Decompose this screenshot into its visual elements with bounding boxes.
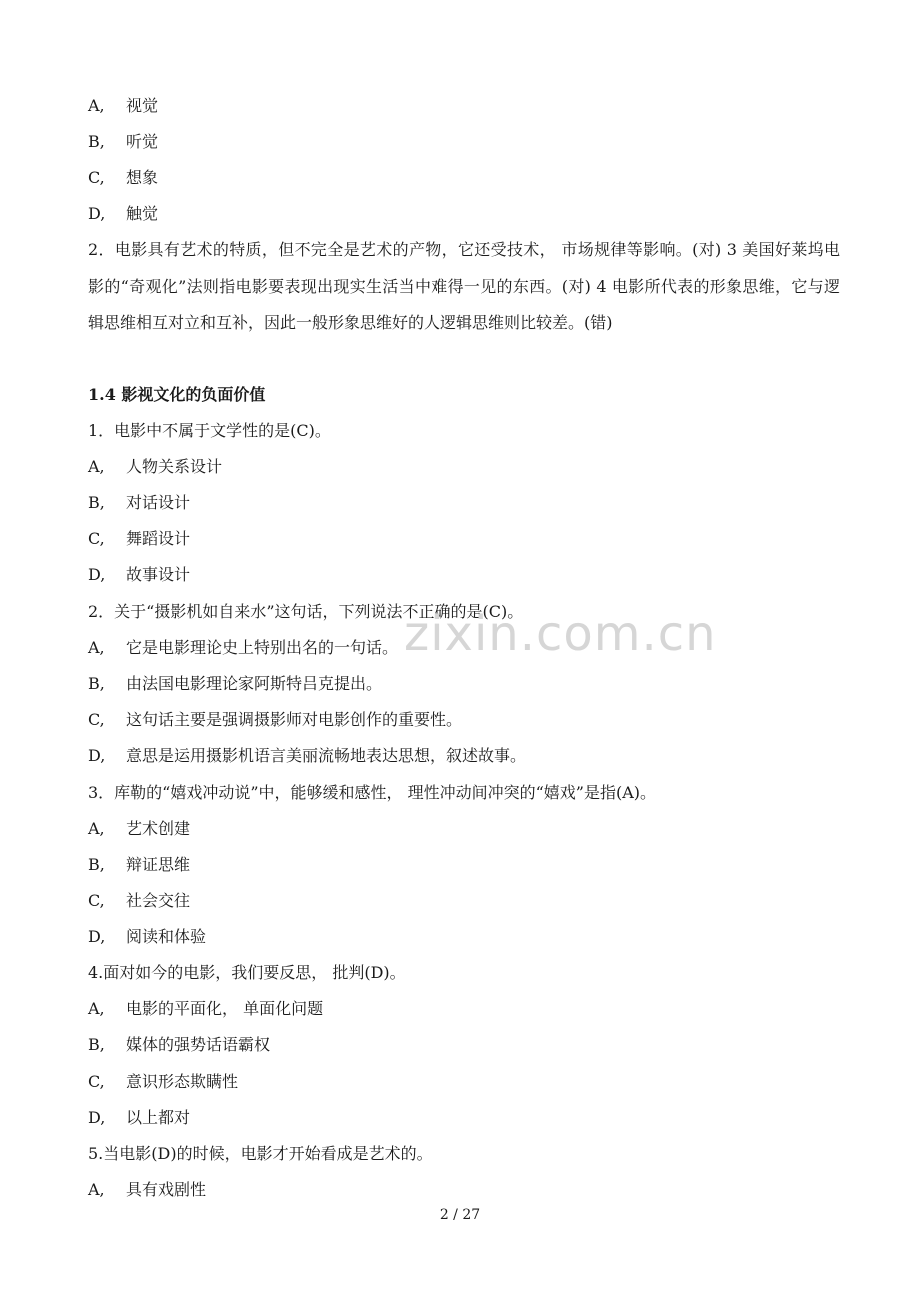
option-letter: C, — [88, 1072, 105, 1091]
option-line — [88, 819, 190, 839]
option-line — [88, 927, 206, 947]
option-letter: C, — [88, 529, 105, 548]
question-stem: 2．关于“摄影机如自来水”这句话，下列说法不正确的是(C)。 — [88, 602, 524, 621]
option-text: 阅读和体验 — [126, 927, 207, 946]
option-text: 社会交往 — [126, 891, 191, 910]
option-letter: A, — [88, 96, 105, 115]
option-line — [88, 1035, 270, 1055]
option-text: 视觉 — [126, 96, 159, 115]
option-text: 舞蹈设计 — [126, 529, 191, 548]
question-stem: 1．电影中不属于文学性的是(C)。 — [88, 421, 331, 440]
option-letter: D, — [88, 1108, 106, 1127]
option-letter: C, — [88, 710, 105, 729]
option-line — [88, 638, 398, 658]
question-stem: 4.面对如今的电影，我们要反思， 批判(D)。 — [88, 963, 406, 982]
option-line — [88, 999, 323, 1019]
option-text: 具有戏剧性 — [126, 1180, 207, 1199]
option-text: 意识形态欺瞒性 — [126, 1072, 239, 1091]
option-text: 艺术创建 — [126, 819, 191, 838]
option-text: 以上都对 — [126, 1108, 191, 1127]
option-text: 意思是运用摄影机语言美丽流畅地表达思想，叙述故事。 — [126, 746, 527, 765]
option-text: 这句话主要是强调摄影师对电影创作的重要性。 — [126, 710, 463, 729]
option-text: 由法国电影理论家阿斯特吕克提出。 — [126, 674, 383, 693]
option-text: 电影的平面化， 单面化问题 — [126, 999, 324, 1018]
option-letter: A, — [88, 819, 105, 838]
option-letter: D, — [88, 565, 106, 584]
option-letter: A, — [88, 999, 105, 1018]
option-letter: B, — [88, 493, 105, 512]
option-text: 辩证思维 — [126, 855, 191, 874]
option-line — [88, 168, 158, 188]
option-line — [88, 204, 158, 224]
option-text: 触觉 — [126, 204, 159, 223]
option-text: 人物关系设计 — [126, 457, 223, 476]
option-letter: D, — [88, 204, 106, 223]
option-letter: D, — [88, 746, 106, 765]
option-letter: B, — [88, 855, 105, 874]
option-letter: D, — [88, 927, 106, 946]
option-line — [88, 891, 190, 911]
option-line — [88, 746, 526, 766]
option-line — [88, 457, 222, 477]
option-letter: B, — [88, 1035, 105, 1054]
option-line — [88, 529, 190, 549]
option-letter: B, — [88, 132, 105, 151]
option-letter: A, — [88, 638, 105, 657]
option-line — [88, 855, 190, 875]
option-line — [88, 96, 158, 116]
option-text: 对话设计 — [126, 493, 191, 512]
option-line — [88, 710, 462, 730]
option-line — [88, 1072, 238, 1092]
section-heading: 1.4 影视文化的负面价值 — [88, 385, 266, 404]
option-text: 故事设计 — [126, 565, 191, 584]
option-text: 听觉 — [126, 132, 159, 151]
option-text: 想象 — [126, 168, 159, 187]
option-text: 媒体的强势话语霸权 — [126, 1035, 271, 1054]
page-number: 2 / 27 — [439, 1207, 481, 1223]
option-letter: B, — [88, 674, 105, 693]
option-line — [88, 565, 190, 585]
option-line — [88, 1180, 206, 1200]
option-letter: A, — [88, 457, 105, 476]
option-letter: C, — [88, 891, 105, 910]
question-stem: 3．库勒的“嬉戏冲动说”中，能够缓和感性， 理性冲动间冲突的“嬉戏”是指(A)。 — [88, 783, 657, 802]
question-stem: 5.当电影(D)的时候，电影才开始看成是艺术的。 — [88, 1144, 433, 1163]
watermark: zixin.com.cn — [404, 606, 717, 662]
option-letter: A, — [88, 1180, 105, 1199]
option-line — [88, 132, 158, 152]
option-line — [88, 493, 190, 513]
option-text: 它是电影理论史上特别出名的一句话。 — [126, 638, 399, 657]
option-line — [88, 1108, 190, 1128]
option-line — [88, 674, 382, 694]
true-false-paragraph: 2．电影具有艺术的特质，但不完全是艺术的产物，它还受技术， 市场规律等影响。(对) 3 美国好莱坞电影的“奇观化”法则指电影要表现出现实生活当中难得一见的东西。(对) 4 电影所代表的形象思维，它与逻辑思维相互对立和互补，因此一般形象思维好的人逻辑思维则比较差。(错) — [88, 240, 840, 332]
option-letter: C, — [88, 168, 105, 187]
